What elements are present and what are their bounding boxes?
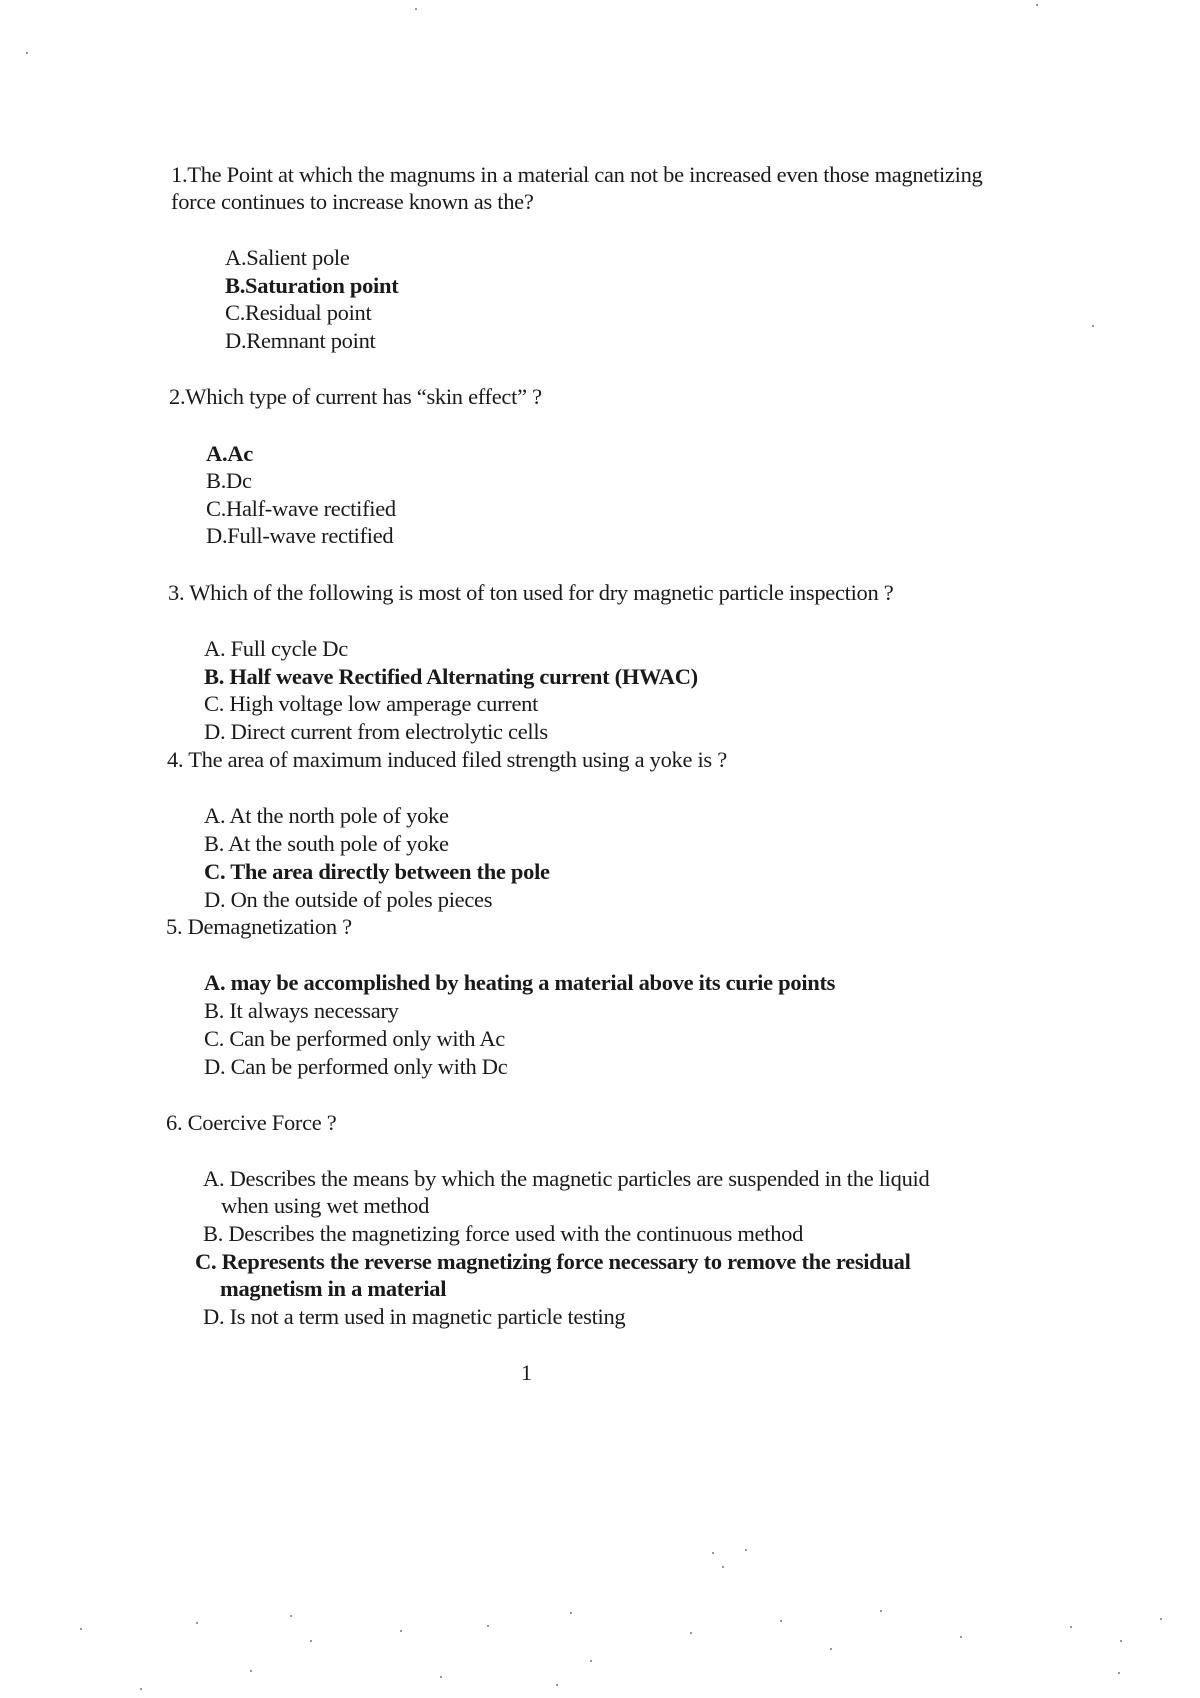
question-4-option-b: B. At the south pole of yoke [204,831,449,856]
question-1-option-c: C.Residual point [225,300,372,325]
scan-speck [290,1615,292,1617]
question-3-option-b-answer: B. Half weave Rectified Alternating current (HWAC) [204,664,698,689]
question-5-option-d: D. Can be performed only with Dc [204,1054,508,1079]
scan-speck [722,1566,724,1568]
question-6-stem: 6. Coercive Force ? [166,1110,337,1135]
question-6-option-c-answer: C. Represents the reverse magnetizing force necessary to remove the residual [195,1249,911,1274]
scan-speck [310,1640,312,1642]
question-5-option-c: C. Can be performed only with Ac [204,1026,505,1051]
question-1-option-b-answer: B.Saturation point [225,273,399,298]
scan-speck [1118,1672,1120,1674]
scan-speck [1070,1626,1072,1628]
scan-speck [690,1632,692,1634]
scan-speck [80,1628,82,1630]
question-2-option-a-answer: A.Ac [206,441,253,466]
question-6-option-d: D. Is not a term used in magnetic particle testing [203,1304,626,1329]
question-1-stem-line-1: 1.The Point at which the magnums in a material can not be increased even those magnetizing [171,162,983,187]
scan-speck [1120,1640,1122,1642]
question-6-option-c-answer-continued: magnetism in a material [220,1276,447,1301]
scan-speck [140,1688,142,1690]
scan-speck [556,1684,558,1686]
scan-speck [830,1648,832,1650]
page-number: 1 [521,1360,532,1385]
scan-speck [250,1670,252,1672]
question-2-option-b: B.Dc [206,468,252,493]
question-6-option-a-continued: when using wet method [221,1193,430,1218]
question-1-option-d: D.Remnant point [225,328,376,353]
question-3-stem: 3. Which of the following is most of ton used for dry magnetic particle inspection ? [168,580,894,605]
question-2-stem: 2.Which type of current has “skin effect” ? [169,384,542,409]
scan-speck [415,8,417,10]
question-4-option-c-answer: C. The area directly between the pole [204,859,550,884]
question-3-option-d: D. Direct current from electrolytic cells [204,719,548,744]
question-4-option-d: D. On the outside of poles pieces [204,887,493,912]
question-2-option-d: D.Full-wave rectified [206,523,394,548]
scan-speck [712,1552,714,1554]
scan-speck [880,1610,882,1612]
scan-speck [487,1625,489,1627]
scan-speck [440,1676,442,1678]
question-1-stem-line-2: force continues to increase known as the? [171,189,534,214]
scan-speck [960,1636,962,1638]
question-6-option-a: A. Describes the means by which the magnetic particles are suspended in the liquid [203,1166,930,1191]
scan-speck [745,1549,747,1551]
question-1-option-a: A.Salient pole [225,245,350,270]
scan-speck [1092,325,1094,327]
scan-speck [570,1612,572,1614]
question-6-option-b: B. Describes the magnetizing force used with the continuous method [203,1221,804,1246]
question-5-option-b: B. It always necessary [204,998,399,1023]
scan-speck [1160,1618,1162,1620]
question-5-stem: 5. Demagnetization ? [166,914,352,939]
scan-speck [196,1622,198,1624]
question-3-option-a: A. Full cycle Dc [204,636,348,661]
scan-speck [1036,4,1038,6]
question-4-stem: 4. The area of maximum induced filed strength using a yoke is ? [167,747,727,772]
scan-speck [780,1620,782,1622]
scan-speck [400,1630,402,1632]
question-3-option-c: C. High voltage low amperage current [204,691,539,716]
question-2-option-c: C.Half-wave rectified [206,496,396,521]
scan-speck [590,1660,592,1662]
question-4-option-a: A. At the north pole of yoke [204,803,449,828]
question-5-option-a-answer: A. may be accomplished by heating a material above its curie points [204,970,836,995]
scan-speck [26,52,28,54]
